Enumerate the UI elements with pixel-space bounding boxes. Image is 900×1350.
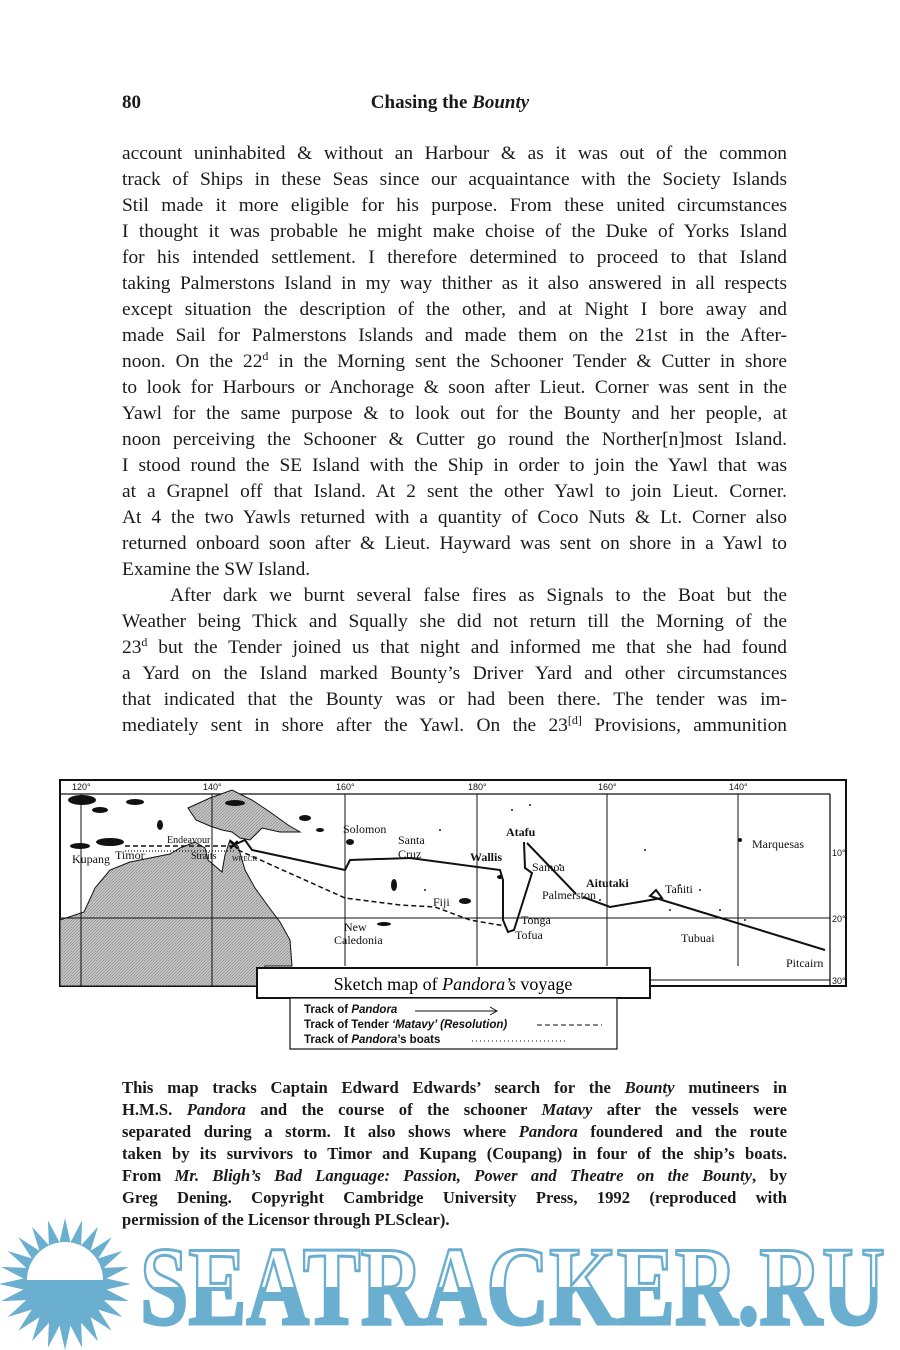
running-title-text: Chasing the <box>370 92 473 113</box>
text-line <box>122 167 787 193</box>
lon-label: 120° <box>72 782 91 792</box>
text-segment: I stood round the SE Island with the Ship in order to join the Yawl that was <box>122 455 787 476</box>
caption-segment: , by <box>752 1166 787 1185</box>
lat-label: 10° <box>832 848 846 858</box>
text-line <box>122 687 787 713</box>
text-line <box>122 635 787 661</box>
text-segment: that indicated that the Bounty was or had been there. The tender was im- <box>122 689 787 710</box>
text-line <box>122 349 787 375</box>
legend-boats: Track of Pandora’s boats <box>304 1034 441 1046</box>
text-segment: After dark we burnt several false fires as Signals to the Boat but the <box>170 585 787 606</box>
map-title: Sketch map of Pandora’s voyage <box>333 974 573 994</box>
caption-segment: mutineers in <box>674 1078 787 1097</box>
caption-segment: after the vessels were <box>592 1100 787 1119</box>
text-segment: returned onboard soon after & Lieut. Hayward was sent on shore in a Yawl to <box>122 533 787 554</box>
place-label: Caledonia <box>334 933 383 947</box>
legend-pandora: Track of Pandora <box>304 1004 398 1016</box>
text-segment: at a Grapnel off that Island. At 2 sent the other Yawl to join Lieut. Corner. <box>122 481 787 502</box>
text-line <box>122 583 787 609</box>
text-line <box>122 661 787 687</box>
caption-segment: Matavy <box>541 1100 593 1119</box>
caption-segment: taken by its survivors to Timor and Kupang (Coupang) in four of the ship’s boats. <box>122 1144 787 1163</box>
text-segment: Weather being Thick and Squally she did not return till the Morning of the <box>122 611 787 632</box>
text-line <box>122 141 787 167</box>
text-segment: noon. On the 22 <box>122 351 263 372</box>
text-segment: Yawl for the same purpose & to look out for the Bounty and her people, at <box>122 403 787 424</box>
place-label: Palmerston <box>542 888 596 902</box>
text-segment: track of Ships in these Seas since our acquaintance with the Society Islands <box>122 169 787 190</box>
wreck-marker-icon: ✕ <box>228 839 240 854</box>
place-label: Wallis <box>470 850 503 864</box>
place-label: Samoa <box>532 860 565 874</box>
text-segment: account uninhabited & without an Harbour & as it was out of the common <box>122 143 787 164</box>
text-segment: At 4 the two Yawls returned with a quantity of Coco Nuts & Lt. Corner also <box>122 507 787 528</box>
text-line <box>122 401 787 427</box>
map-caption <box>122 1077 787 1231</box>
legend-tender: Track of Tender ‘Matavy’ (Resolution) <box>304 1019 508 1031</box>
text-line <box>122 245 787 271</box>
caption-segment: This map tracks Captain Edward Edwards’ search for the <box>122 1078 625 1097</box>
lon-label: 160° <box>336 782 355 792</box>
caption-segment: foundered and the route <box>577 1122 787 1141</box>
text-line <box>122 609 787 635</box>
text-line <box>122 219 787 245</box>
lon-label: 180° <box>468 782 487 792</box>
caption-segment: Pandora <box>518 1122 578 1141</box>
place-label: Pitcairn <box>786 956 824 970</box>
text-segment: but the Tender joined us that night and informed me that she had found <box>147 637 787 658</box>
caption-line <box>122 1077 787 1099</box>
place-label: Santa <box>398 833 425 847</box>
lat-label: 20° <box>832 914 846 924</box>
body-text <box>122 141 787 739</box>
text-segment: I thought it was probable he might make choise of the Duke of Yorks Island <box>122 221 787 242</box>
place-label: Fiji <box>433 895 450 909</box>
text-segment: Examine the SW Island. <box>122 559 311 580</box>
caption-line <box>122 1165 787 1187</box>
text-segment: in the Morning sent the Schooner Tender & Cutter in shore <box>268 351 787 372</box>
text-line <box>122 505 787 531</box>
lat-label: 30° <box>832 976 846 986</box>
text-segment: except situation the description of the other, and at Night I bore away and <box>122 299 787 320</box>
page-number: 80 <box>122 92 141 113</box>
superscript: d <box>141 635 148 649</box>
caption-segment: H.M.S. <box>122 1100 187 1119</box>
superscript: d <box>262 349 269 363</box>
text-segment: Stil made it more eligible for his purpose. From these united circumstances <box>122 195 787 216</box>
text-line <box>122 297 787 323</box>
text-segment: a Yard on the Island marked Bounty’s Driver Yard and other circumstances <box>122 663 787 684</box>
place-label: Solomon <box>343 822 387 836</box>
place-label: Tahiti <box>665 882 693 896</box>
text-line <box>122 193 787 219</box>
text-line <box>122 453 787 479</box>
superscript: [d] <box>567 713 582 727</box>
text-line <box>122 713 787 739</box>
lon-label: 140° <box>203 782 222 792</box>
place-label: Straits <box>191 851 217 862</box>
text-segment: noon perceiving the Schooner & Cutter go round the Norther[n]most Island. <box>122 429 787 450</box>
text-line <box>122 375 787 401</box>
caption-segment: Mr. Bligh’s Bad Language: Passion, Power and Theatre on the Bounty <box>174 1166 752 1185</box>
text-line <box>122 271 787 297</box>
text-line <box>122 557 787 583</box>
caption-segment: Greg Dening. Copyright Cambridge University Press, 1992 (reproduced with <box>122 1188 787 1207</box>
text-line <box>122 427 787 453</box>
text-segment: 23 <box>122 637 142 658</box>
place-label: Kupang <box>72 852 110 866</box>
caption-segment: and the course of the schooner <box>245 1100 542 1119</box>
caption-segment: From <box>122 1166 175 1185</box>
place-label: Tonga <box>521 913 551 927</box>
text-segment: Provisions, ammunition <box>581 715 787 736</box>
sketch-map <box>0 770 900 1060</box>
text-line <box>122 323 787 349</box>
text-segment: for his intended settlement. I therefore determined to proceed to that Island <box>122 247 787 268</box>
running-title <box>0 92 900 114</box>
text-line <box>122 479 787 505</box>
caption-segment: Bounty <box>624 1078 675 1097</box>
text-line <box>122 531 787 557</box>
lon-label: 140° <box>729 782 748 792</box>
place-label: WRECK <box>232 855 258 863</box>
place-label: Timor <box>115 848 145 862</box>
place-label: Marquesas <box>752 837 804 851</box>
text-segment: mediately sent in shore after the Yawl. On the 23 <box>122 715 568 736</box>
place-label: Endeavour <box>167 835 211 846</box>
caption-segment: Pandora <box>186 1100 246 1119</box>
watermark <box>0 1212 900 1350</box>
place-label: Aitutaki <box>586 876 629 890</box>
place-label: New <box>344 920 367 934</box>
place-label: Tubuai <box>681 931 715 945</box>
running-title-italic: Bounty <box>472 92 530 113</box>
text-segment: made Sail for Palmerstons Islands and made them on the 21st in the After- <box>122 325 787 346</box>
watermark-text: SEATRACKER.RU <box>140 1225 885 1349</box>
caption-segment: separated during a storm. It also shows where <box>122 1122 519 1141</box>
text-segment: to look for Harbours or Anchorage & soon after Lieut. Corner was sent in the <box>122 377 787 398</box>
place-label: Atafu <box>506 825 536 839</box>
caption-line <box>122 1187 787 1209</box>
place-label: Cruz <box>398 847 422 861</box>
sun-logo-icon <box>0 1218 131 1350</box>
caption-line <box>122 1143 787 1165</box>
text-segment: taking Palmerstons Island in my way thither as it also answered in all respects <box>122 273 787 294</box>
caption-line <box>122 1099 787 1121</box>
caption-line <box>122 1121 787 1143</box>
caption-segment: permission of the Licensor through PLSclear). <box>122 1210 450 1229</box>
place-label: Tofua <box>515 928 543 942</box>
lon-label: 160° <box>598 782 617 792</box>
